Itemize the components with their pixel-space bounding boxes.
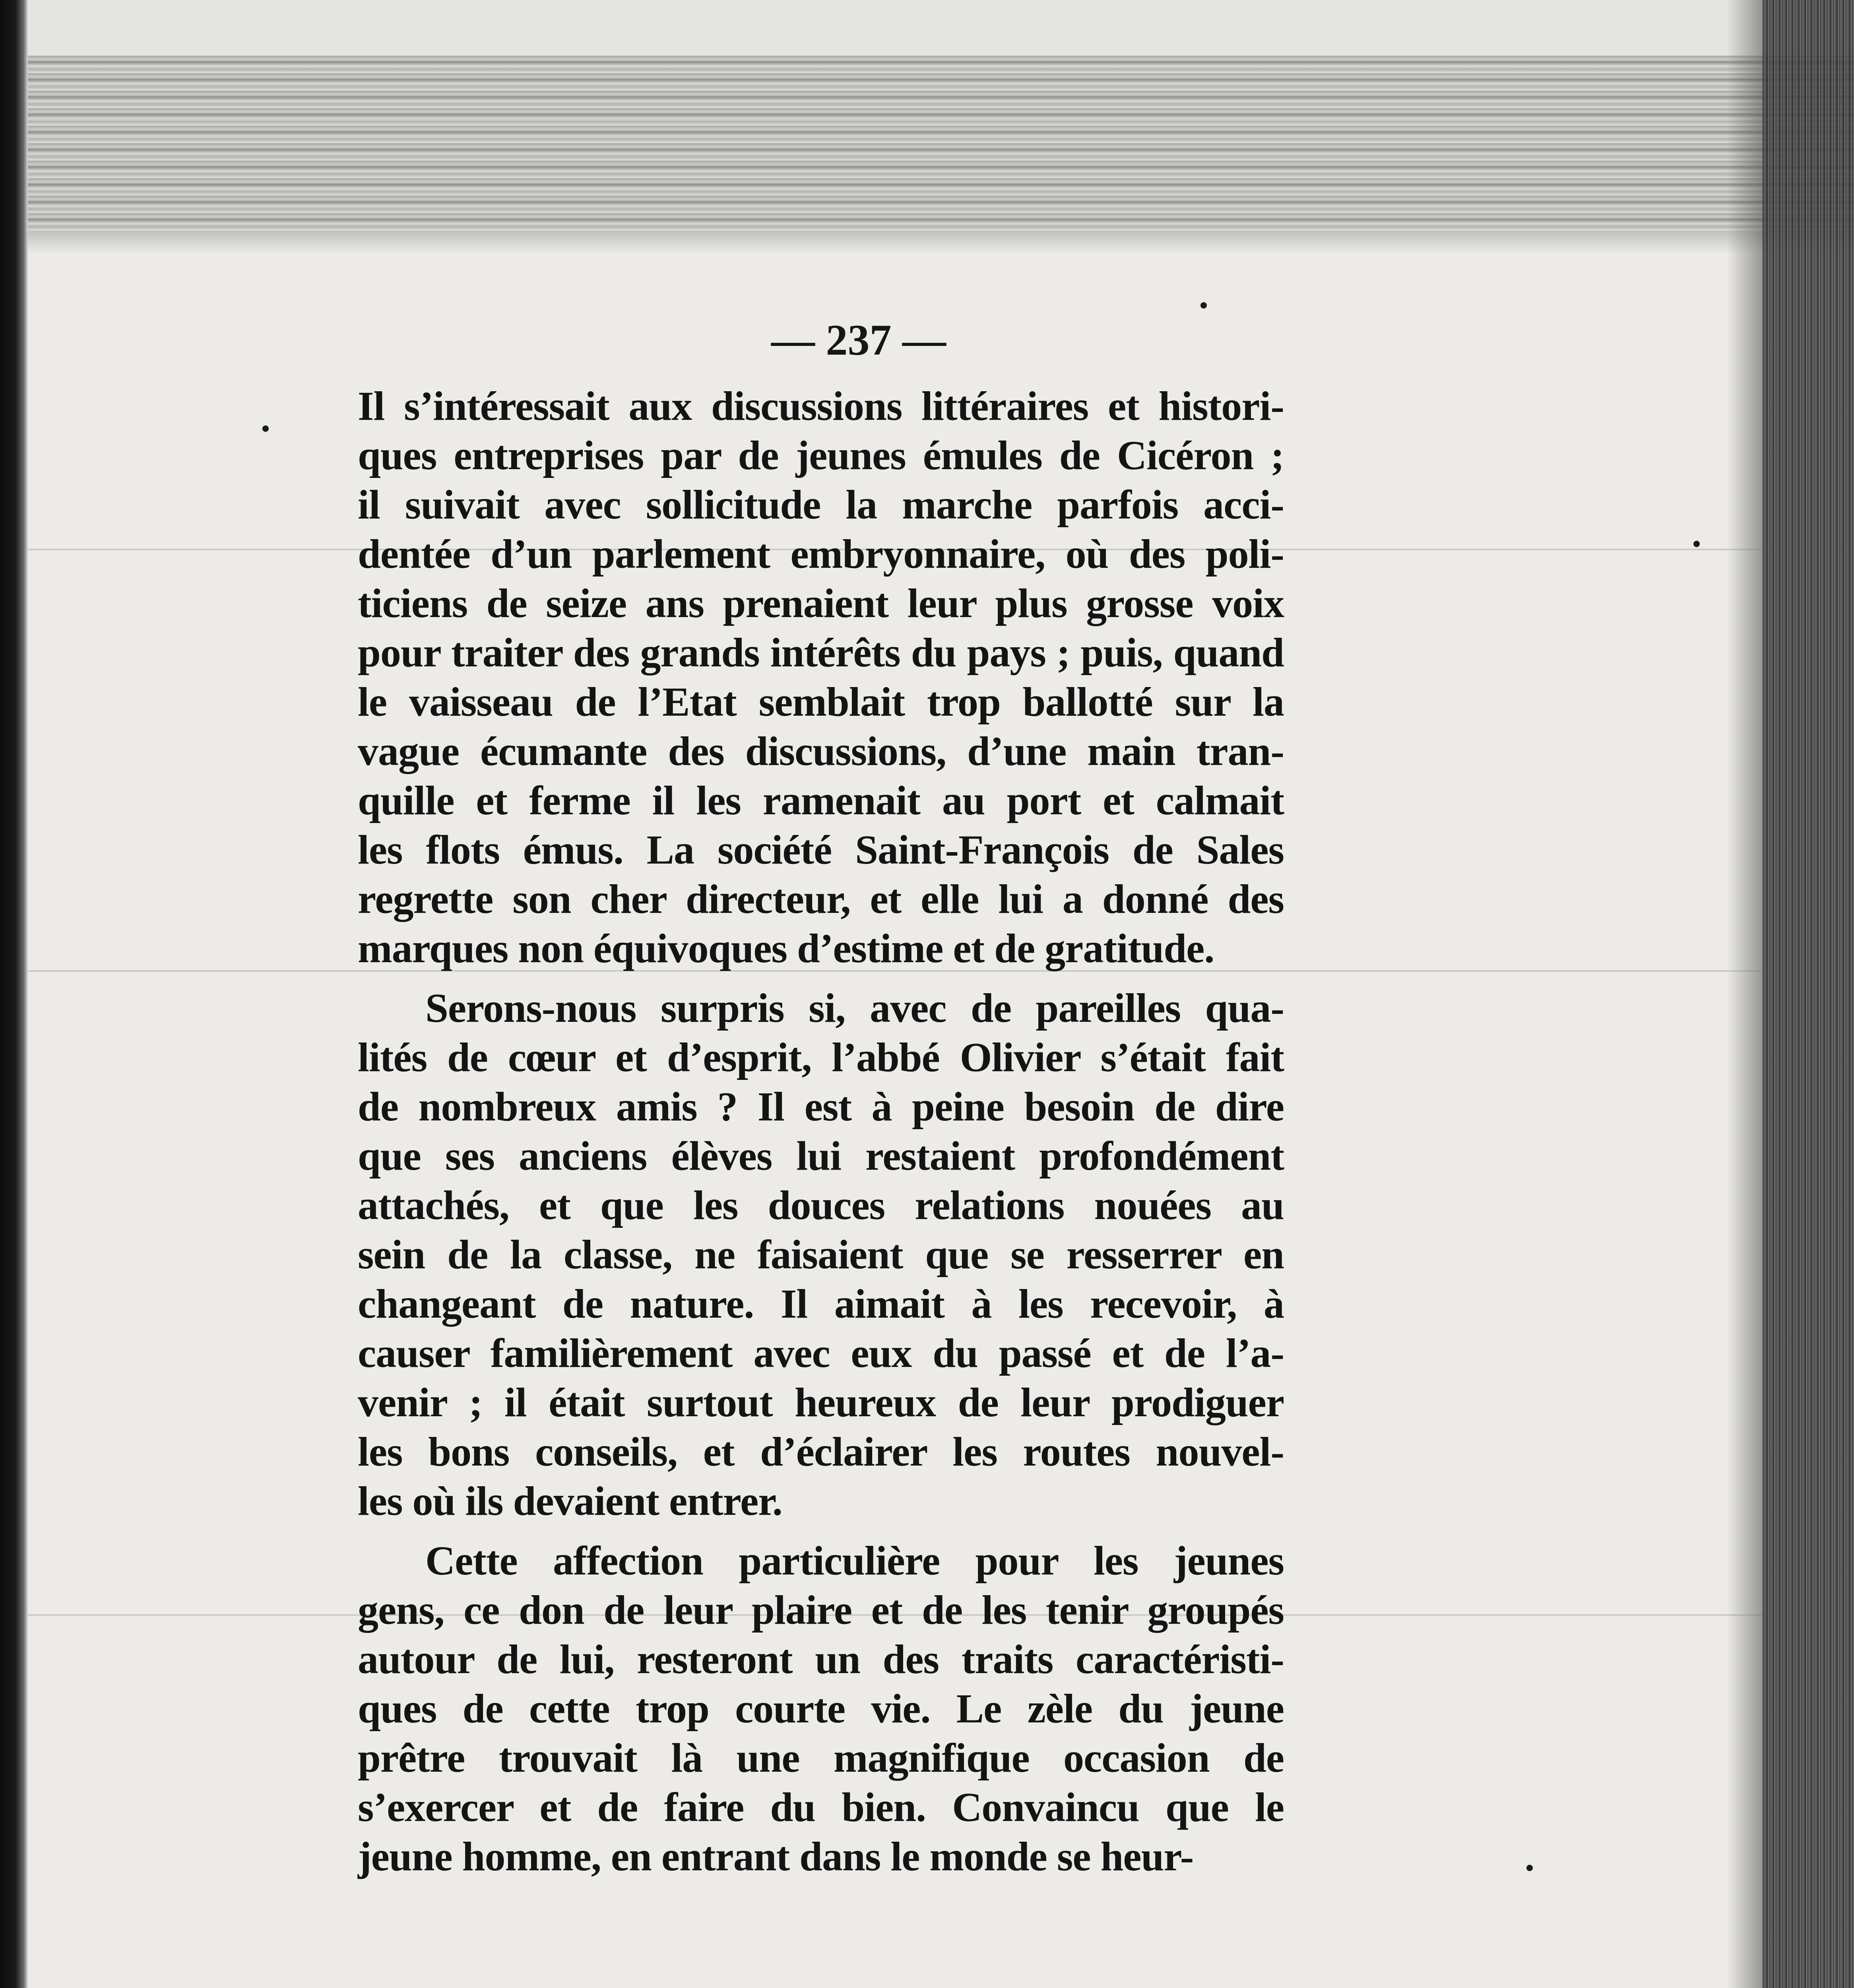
paragraph-gap — [358, 1526, 1284, 1536]
text-line: changeant de nature. Il aimait à les recevoir, à — [358, 1281, 1284, 1327]
ink-speck — [262, 425, 269, 432]
text-line: quille et ferme il les ramenait au port et calmait — [358, 778, 1284, 823]
text-line: Il s’intéressait aux discussions littéraires et histori- — [358, 383, 1284, 429]
text-line: gens, ce don de leur plaire et de les tenir groupés — [358, 1587, 1284, 1633]
text-line: Serons-nous surpris si, avec de pareilles qua- — [425, 985, 1284, 1031]
text-line: le vaisseau de l’Etat semblait trop ballotté sur la — [358, 679, 1284, 725]
text-line: marques non équivoques d’estime et de gratitude. — [358, 926, 1214, 971]
text-line: ques entreprises par de jeunes émules de Cicéron ; — [358, 433, 1284, 478]
text-line: que ses anciens élèves lui restaient profondément — [358, 1133, 1284, 1179]
text-line: les où ils devaient entrer. — [358, 1478, 782, 1524]
scan-artifact-band — [0, 56, 1854, 231]
text-line: venir ; il était surtout heureux de leur prodiguer — [358, 1380, 1284, 1425]
text-line: attachés, et que les douces relations nouées au — [358, 1182, 1284, 1228]
binding-shadow — [0, 0, 28, 1988]
ink-speck — [1693, 541, 1700, 547]
text-line: prêtre trouvait là une magnifique occasion de — [358, 1735, 1284, 1781]
text-line: Cette affection particulière pour les jeunes — [425, 1538, 1284, 1584]
text-line: regrette son cher directeur, et elle lui a donné des — [358, 876, 1284, 922]
paragraph — [358, 1536, 1284, 1881]
paragraph-gap — [358, 973, 1284, 984]
top-margin — [0, 0, 1854, 56]
text-line: les flots émus. La société Saint-François de Sales — [358, 827, 1284, 873]
text-line: sein de la classe, ne faisaient que se resserrer en — [358, 1232, 1284, 1277]
text-line: de nombreux amis ? Il est à peine besoin de dire — [358, 1084, 1284, 1130]
paragraph — [358, 984, 1284, 1526]
text-line: vague écumante des discussions, d’une main tran- — [358, 728, 1284, 774]
text-line: les bons conseils, et d’éclairer les routes nouvel- — [358, 1429, 1284, 1475]
text-line: jeune homme, en entrant dans le monde se heur- — [358, 1834, 1194, 1879]
page-stack-edge — [1763, 0, 1854, 1988]
text-line: autour de lui, resteront un des traits caractéristi- — [358, 1637, 1284, 1682]
text-line: ticiens de seize ans prenaient leur plus grosse voix — [358, 580, 1284, 626]
ink-speck — [1526, 1865, 1533, 1871]
text-line: ques de cette trop courte vie. Le zèle du jeune — [358, 1686, 1284, 1732]
text-line: dentée d’un parlement embryonnaire, où des poli- — [358, 531, 1284, 577]
scan-artifact-fade — [0, 231, 1854, 254]
ink-speck — [1200, 302, 1207, 309]
page-number: — 237 — — [771, 316, 946, 364]
text-line: il suivait avec sollicitude la marche parfois acci- — [358, 482, 1284, 528]
page-edge-fade — [1727, 0, 1763, 1988]
text-line: s’exercer et de faire du bien. Convaincu que le — [358, 1784, 1284, 1830]
text-line: causer familièrement avec eux du passé et de l’a- — [358, 1330, 1284, 1376]
text-line: lités de cœur et d’esprit, l’abbé Olivier s’était fait — [358, 1035, 1284, 1080]
text-line: pour traiter des grands intérêts du pays ; puis, quand — [358, 630, 1284, 676]
paragraph — [358, 382, 1284, 973]
body-text — [358, 382, 1284, 1881]
